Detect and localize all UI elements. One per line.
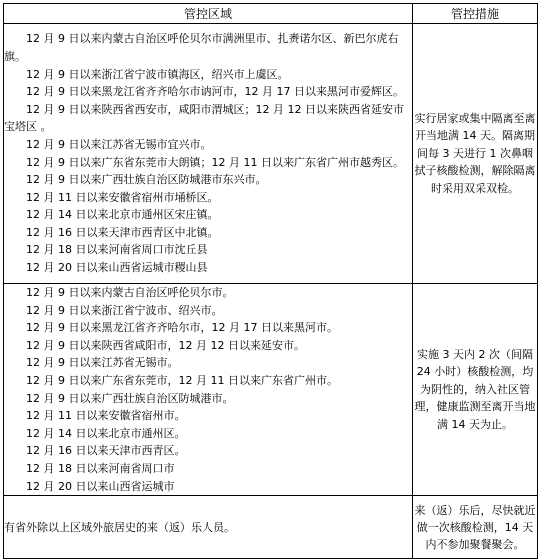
table-row [4, 24, 538, 284]
region-line: 12 月 9 日以来广东省东莞市大朗镇；12 月 11 日以来广东省广州市越秀区。 [26, 155, 404, 169]
region-line: 12 月 18 日以来河南省周口市沈丘县 [26, 243, 208, 257]
region-line: 12 月 9 日以来黑龙江省齐齐哈尔市讷河市，12 月 17 日以来黑河市爱辉区。 [26, 85, 404, 99]
control-measures-table [3, 3, 538, 559]
header-measure: 管控措施 [413, 4, 538, 24]
region-line: 12 月 11 日以来安徽省宿州市。 [26, 409, 186, 423]
table-row [4, 496, 538, 559]
measure-cell: 实行居家或集中隔离至离开当地满 14 天。隔离期间每 3 天进行 1 次鼻咽拭子核酸检测，解除隔离时采用双采双检。 [413, 24, 538, 284]
measure-cell: 来（返）乐后，尽快就近做一次核酸检测，14 天内不参加聚餐聚会。 [413, 496, 538, 559]
region-line: 12 月 9 日以来内蒙古自治区呼伦贝尔市。 [26, 286, 234, 299]
region-line: 12 月 9 日以来浙江省宁波市、绍兴市。 [26, 303, 223, 317]
region-line: 12 月 18 日以来河南省周口市 [26, 461, 175, 475]
region-line: 12 月 9 日以来陕西省西安市，咸阳市渭城区；12 月 12 日以来陕西省延安市宝塔区 。 [4, 102, 404, 134]
measure-cell: 实施 3 天内 2 次（间隔 24 小时）核酸检测，均为阴性的，纳入社区管理，健康监测至离开当地满 14 天为止。 [413, 284, 538, 496]
region-line: 12 月 16 日以来天津市西青区中北镇。 [26, 225, 219, 239]
region-line: 12 月 9 日以来江苏省无锡市宜兴市。 [26, 137, 212, 151]
region-line: 12 月 9 日以来江苏省无锡市。 [26, 356, 179, 370]
region-line: 12 月 16 日以来天津市西青区。 [26, 444, 186, 458]
region-line: 12 月 9 日以来黑龙江省齐齐哈尔市，12 月 17 日以来黑河市。 [26, 321, 338, 335]
region-cell [4, 284, 413, 496]
region-line: 12 月 20 日以来山西省运城市稷山县 [26, 261, 208, 275]
region-line: 12 月 11 日以来安徽省宿州市埇桥区。 [26, 190, 219, 204]
region-cell: 有省外除以上区域外旅居史的来（返）乐人员。 [4, 496, 413, 559]
region-line: 12 月 9 日以来广西壮族自治区防城港市。 [26, 391, 234, 405]
header-region: 管控区域 [4, 4, 413, 24]
region-line: 12 月 9 日以来广西壮族自治区防城港市东兴市。 [26, 173, 267, 187]
region-line: 12 月 9 日以来广东省东莞市，12 月 11 日以来广东省广州市。 [26, 373, 338, 387]
region-line: 12 月 20 日以来山西省运城市 [26, 479, 175, 493]
region-cell [4, 24, 413, 284]
region-line: 12 月 9 日以来陕西省咸阳市，12 月 12 日以来延安市。 [26, 338, 305, 352]
region-line: 12 月 14 日以来北京市通州区。 [26, 426, 186, 440]
header-row [4, 4, 538, 24]
region-line: 12 月 14 日以来北京市通州区宋庄镇。 [26, 208, 219, 222]
region-line: 12 月 9 日以来浙江省宁波市镇海区，绍兴市上虞区。 [26, 67, 289, 81]
table-row [4, 284, 538, 496]
region-line: 12 月 9 日以来内蒙古自治区呼伦贝尔市满洲里市、扎赉诺尔区、新巴尔虎右旗。 [4, 32, 399, 63]
